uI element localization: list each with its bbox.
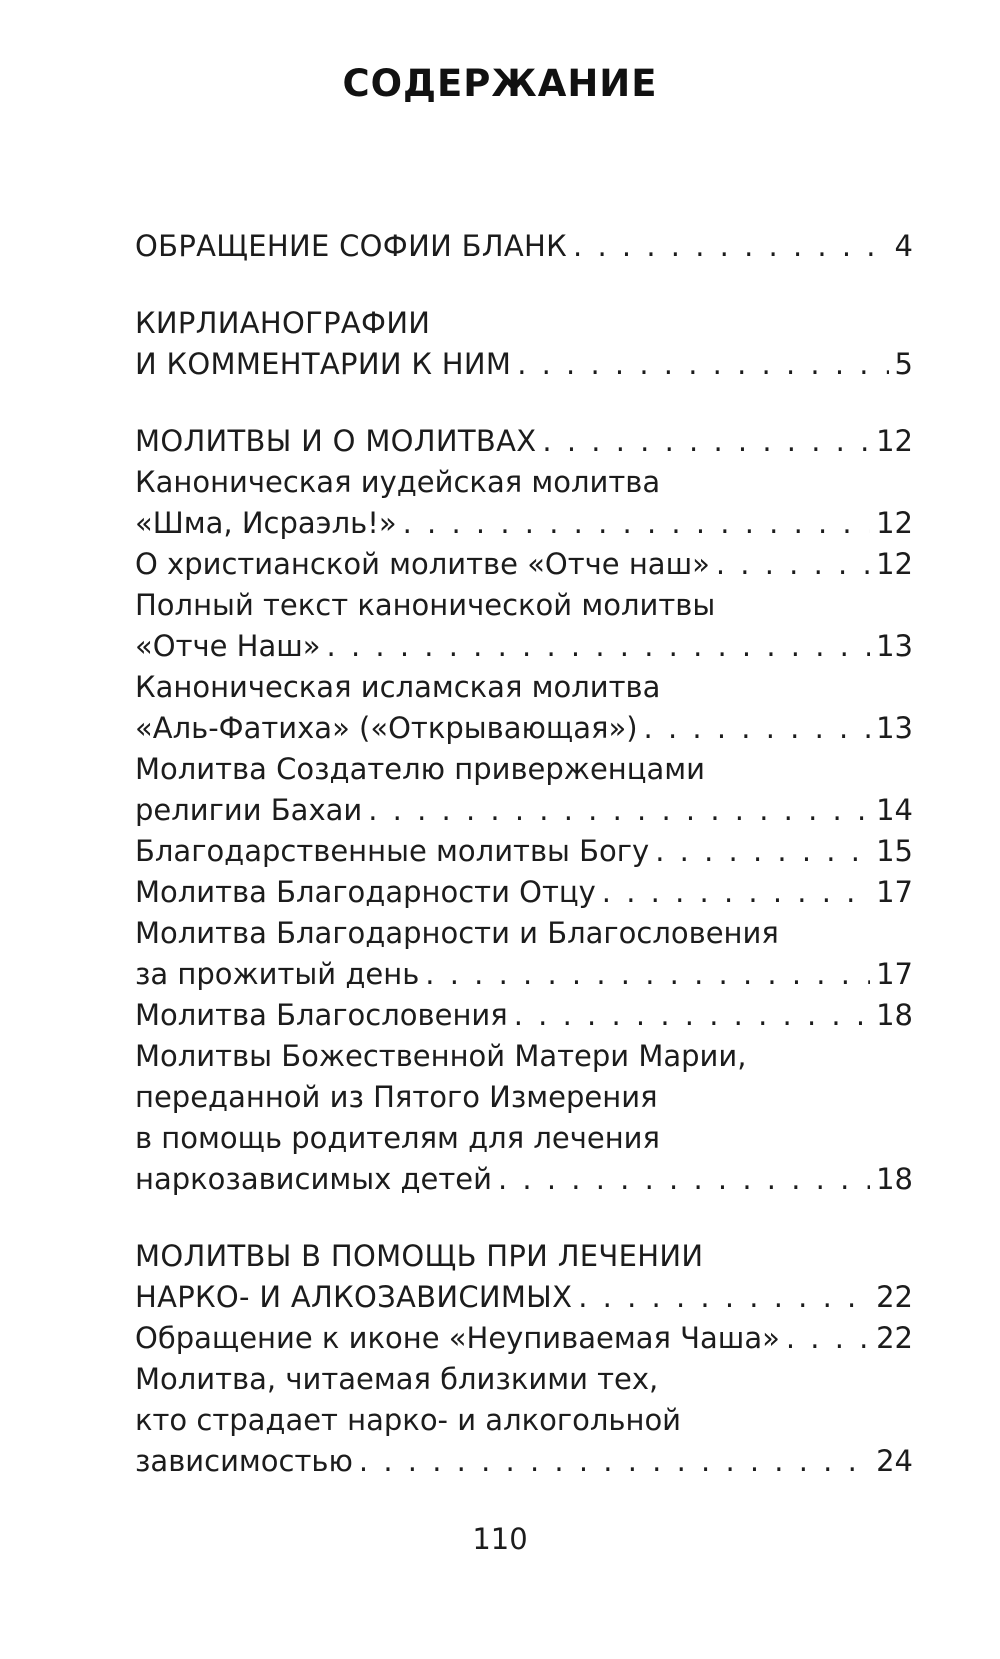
toc-page-number: 18 [876, 998, 913, 1032]
toc-entry [135, 913, 913, 995]
toc-entry [135, 749, 913, 831]
toc-entry [135, 544, 913, 585]
toc-entry-title: О христианской молитве «Отче наш» [135, 547, 710, 581]
dot-leader [514, 995, 870, 1036]
toc-page-number: 13 [876, 711, 913, 745]
toc-entry-title: наркозависимых детей [135, 1162, 492, 1196]
table-of-contents [135, 226, 913, 1482]
toc-page-number: 12 [876, 506, 913, 540]
toc-line [135, 626, 913, 667]
toc-entry-title: Обращение к иконе «Неупиваемая Чаша» [135, 1321, 780, 1355]
page-title: СОДЕРЖАНИЕ [342, 62, 658, 105]
toc-entry-title: религии Бахаи [135, 793, 363, 827]
dot-leader [786, 1318, 870, 1359]
toc-line [135, 954, 913, 995]
toc-entry-title: КИРЛИАНОГРАФИИ [135, 306, 431, 340]
dot-leader [327, 626, 871, 667]
toc-entry [135, 831, 913, 872]
dot-leader [644, 708, 871, 749]
toc-entry-title: МОЛИТВЫ В ПОМОЩЬ ПРИ ЛЕЧЕНИИ [135, 1239, 704, 1273]
toc-line [135, 1036, 913, 1077]
dot-leader [655, 831, 870, 872]
dot-leader [716, 544, 870, 585]
dot-leader [368, 790, 870, 831]
toc-entry [135, 1359, 913, 1482]
toc-line [135, 226, 913, 267]
toc-line [135, 1400, 913, 1441]
toc-entry [135, 1036, 913, 1200]
dot-leader [573, 226, 889, 267]
toc-line [135, 913, 913, 954]
toc-page-number: 12 [876, 424, 913, 458]
toc-entry-title: Молитва Благословения [135, 998, 508, 1032]
toc-entry-title: НАРКО- И АЛКОЗАВИСИМЫХ [135, 1280, 573, 1314]
toc-page-number: 18 [876, 1162, 913, 1196]
toc-line [135, 1236, 913, 1277]
toc-entry-title: Молитва Создателю приверженцами [135, 752, 705, 786]
toc-entry-title: в помощь родителям для лечения [135, 1121, 660, 1155]
toc-entry-title: Каноническая исламская молитва [135, 670, 661, 704]
toc-entry [135, 1236, 913, 1318]
toc-entry-title: ОБРАЩЕНИЕ СОФИИ БЛАНК [135, 229, 568, 263]
dot-leader [359, 1441, 870, 1482]
toc-page-number: 17 [876, 957, 913, 991]
toc-line [135, 344, 913, 385]
toc-entry-title: Каноническая иудейская молитва [135, 465, 661, 499]
toc-entry-title: зависимостью [135, 1444, 353, 1478]
toc-entry [135, 421, 913, 462]
toc-entry-title: «Отче Наш» [135, 629, 321, 663]
dot-leader [542, 421, 870, 462]
toc-entry [135, 1318, 913, 1359]
toc-entry-title: за прожитый день [135, 957, 420, 991]
toc-entry [135, 995, 913, 1036]
toc-line [135, 1318, 913, 1359]
toc-line [135, 585, 913, 626]
toc-line [135, 708, 913, 749]
toc-line [135, 1159, 913, 1200]
toc-entry [135, 303, 913, 385]
toc-entry [135, 872, 913, 913]
toc-entry-title: Благодарственные молитвы Богу [135, 834, 650, 868]
dot-leader [578, 1277, 870, 1318]
toc-line [135, 790, 913, 831]
toc-line [135, 1077, 913, 1118]
toc-entry-title: «Аль-Фатиха» («Открывающая») [135, 711, 638, 745]
toc-line [135, 667, 913, 708]
toc-line [135, 1359, 913, 1400]
toc-line [135, 831, 913, 872]
toc-page-number: 22 [876, 1280, 913, 1314]
toc-line [135, 503, 913, 544]
toc-entry-title: Полный текст канонической молитвы [135, 588, 716, 622]
toc-entry [135, 226, 913, 267]
toc-line [135, 1118, 913, 1159]
toc-entry-title: МОЛИТВЫ И О МОЛИТВАХ [135, 424, 537, 458]
toc-line [135, 421, 913, 462]
dot-leader [425, 954, 870, 995]
toc-entry-title: «Шма, Исраэль!» [135, 506, 397, 540]
toc-entry-title: И КОММЕНТАРИИ К НИМ [135, 347, 512, 381]
toc-line [135, 303, 913, 344]
toc-page-number: 4 [894, 229, 913, 263]
toc-page-number: 5 [894, 347, 913, 381]
toc-line [135, 872, 913, 913]
toc-line [135, 749, 913, 790]
toc-entry-title: Молитва, читаемая близкими тех, [135, 1362, 659, 1396]
toc-entry-title: Молитва Благодарности Отцу [135, 875, 596, 909]
toc-line [135, 462, 913, 503]
toc-entry-title: переданной из Пятого Измерения [135, 1080, 658, 1114]
dot-leader [602, 872, 870, 913]
toc-page-number: 22 [876, 1321, 913, 1355]
toc-line [135, 995, 913, 1036]
toc-entry [135, 585, 913, 667]
toc-page-number: 17 [876, 875, 913, 909]
toc-page-number: 12 [876, 547, 913, 581]
toc-page-number: 24 [876, 1444, 913, 1478]
toc-entry-title: Молитва Благодарности и Благословения [135, 916, 779, 950]
dot-leader [517, 344, 888, 385]
toc-entry-title: Молитвы Божественной Матери Марии, [135, 1039, 747, 1073]
toc-entry-title: кто страдает нарко- и алкогольной [135, 1403, 682, 1437]
toc-line [135, 1441, 913, 1482]
toc-page-number: 15 [876, 834, 913, 868]
toc-entry [135, 462, 913, 544]
page-number: 110 [472, 1522, 528, 1556]
dot-leader [498, 1159, 870, 1200]
toc-entry [135, 667, 913, 749]
dot-leader [403, 503, 871, 544]
toc-line [135, 544, 913, 585]
toc-page-number: 14 [876, 793, 913, 827]
toc-page-number: 13 [876, 629, 913, 663]
toc-line [135, 1277, 913, 1318]
